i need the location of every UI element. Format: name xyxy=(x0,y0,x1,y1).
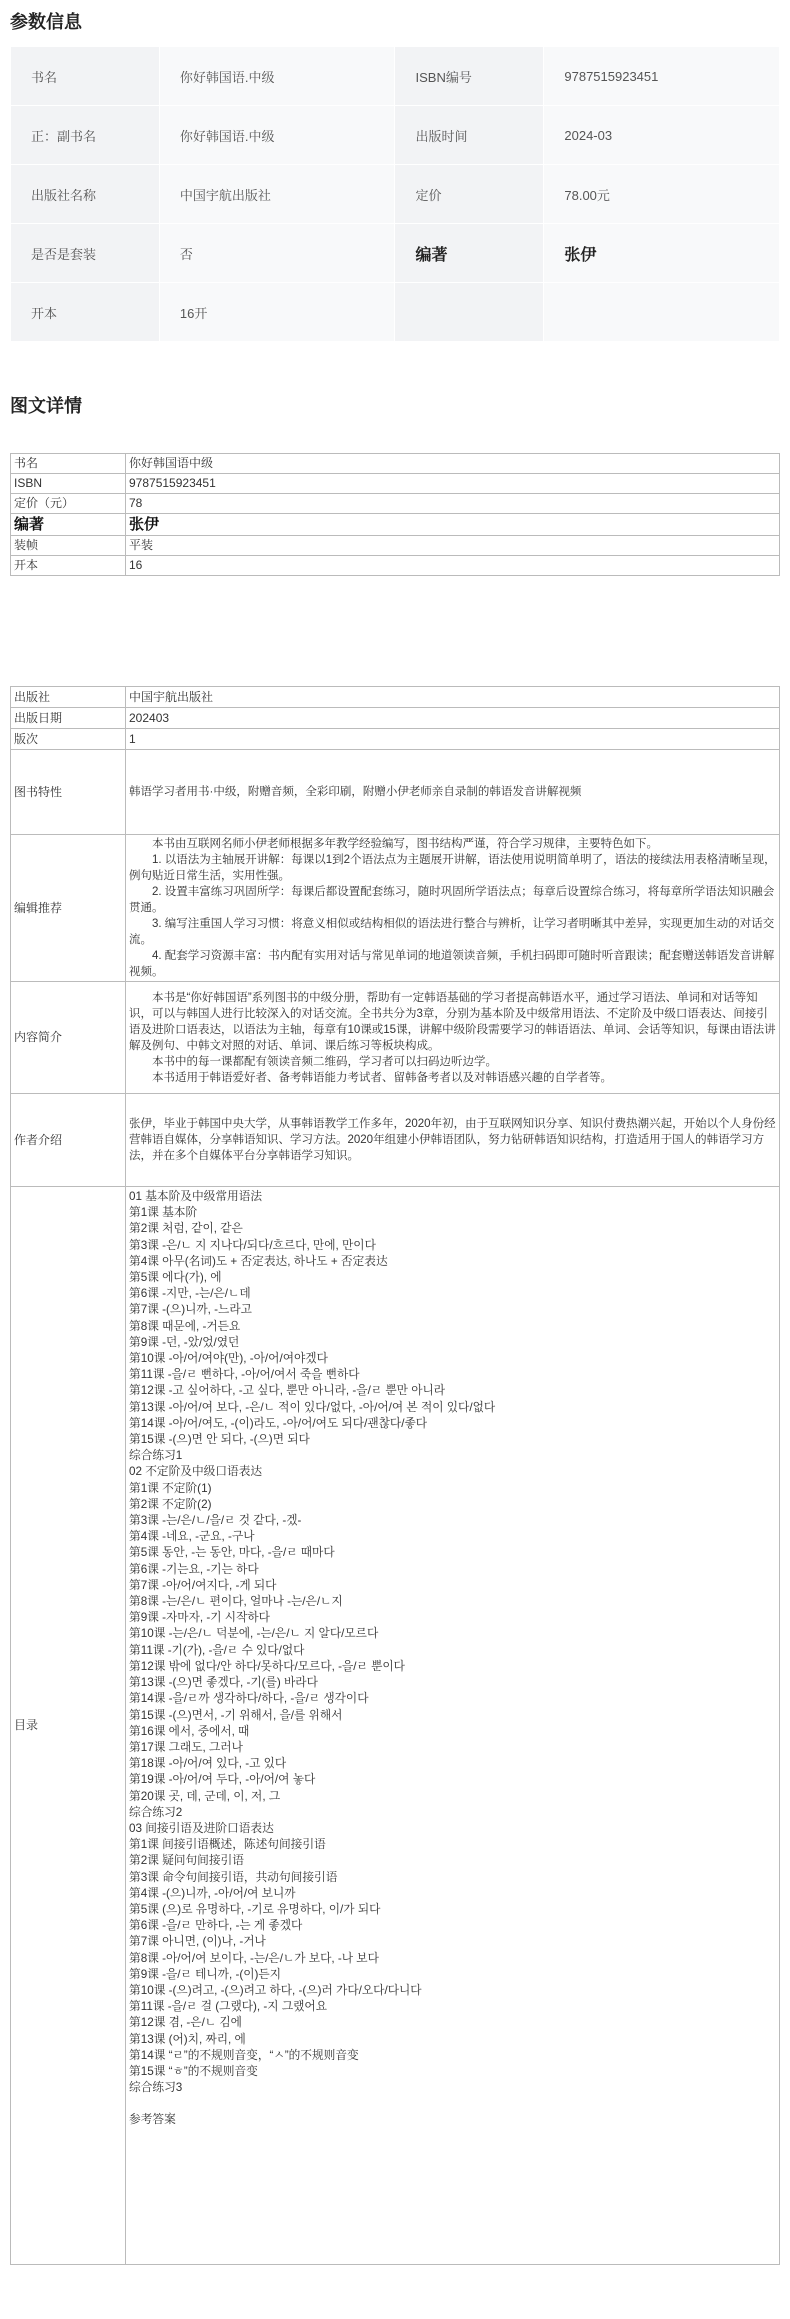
cell-label: 书名 xyxy=(11,454,126,474)
param-value: 张伊 xyxy=(544,224,780,283)
toc-item: 第14课 -아/어/여도, -(이)라도, -아/어/여도 되다/괜찮다/좋다 xyxy=(129,1416,428,1430)
param-value: 2024-03 xyxy=(544,106,780,165)
cell-value: 1 xyxy=(126,729,780,750)
toc-item: 第15课 “ㅎ”的不规则音变 xyxy=(129,2064,258,2078)
toc-item: 第14课 “ㄹ”的不规则音变，“ㅅ”的不规则音变 xyxy=(129,2048,359,2062)
toc-item: 第17课 그래도, 그러나 xyxy=(129,1740,243,1754)
paragraph: 本书由互联网名师小伊老师根据多年教学经验编写，图书结构严谨，符合学习规律，主要特色如下。 xyxy=(152,838,658,850)
toc-item: 第8课 -아/어/여 보이다, -는/은/ㄴ가 보다, -나 보다 xyxy=(129,1951,379,1965)
params-row xyxy=(11,165,780,224)
author-text: 张伊，毕业于韩国中央大学，从事韩语教学工作多年，2020年初，由于互联网知识分享、知识付费热潮兴起，开始以个人身份经营韩语自媒体，分享韩语知识、学习方法。2020年组建小伊韩语团队，努力钻研韩语知识结构，打造适用于国人的韩语学习方法，并在多个自媒体平台分享韩语学习知识。 xyxy=(126,1094,780,1187)
table-row xyxy=(11,687,780,708)
toc-item: 第12课 -고 싶어하다, -고 싶다, 뿐만 아니라, -을/ㄹ 뿐만 아니라 xyxy=(129,1384,446,1398)
param-label: 书名 xyxy=(11,47,160,106)
toc-item: 第11课 -기(가), -을/ㄹ 수 있다/없다 xyxy=(129,1643,305,1657)
toc-item: 第3课 -은/ㄴ 지 지나다/되다/흐르다, 만에, 만이다 xyxy=(129,1238,376,1252)
toc-item: 综合练习3 xyxy=(129,2081,183,2095)
toc-item: 第2课 처럼, 같이, 같은 xyxy=(129,1222,243,1236)
toc-item: 第7课 -(으)니까, -느라고 xyxy=(129,1303,252,1317)
cell-label: 开本 xyxy=(11,556,126,576)
paragraph: 2. 设置丰富练习巩固所学：每课后都设置配套练习，随时巩固所学语法点；每章后设置综合练习，将每章所学语法知识融会贯通。 xyxy=(129,886,775,914)
toc-item: 第7课 아니면, (이)나, -거나 xyxy=(129,1935,266,1949)
toc-item: 参考答案 xyxy=(129,2113,176,2127)
cell-label: 编辑推荐 xyxy=(11,835,126,982)
toc-item: 第11课 -을/ㄹ 뻔하다, -아/어/여서 죽을 뻔하다 xyxy=(129,1368,360,1382)
paragraph: 3. 编写注重国人学习习惯：将意义相似或结构相似的语法进行整合与辨析，让学习者明晰其中差异，实现更加生动的对话交流。 xyxy=(129,918,775,946)
toc-item: 第20课 곳, 데, 군데, 이, 저, 그 xyxy=(129,1789,281,1803)
params-row xyxy=(11,106,780,165)
toc-item: 第4课 -네요, -군요, -구나 xyxy=(129,1530,255,1544)
toc-item: 第3课 命令句间接引语，共动句间接引语 xyxy=(129,1870,338,1884)
toc-item: 第18课 -아/어/여 있다, -고 있다 xyxy=(129,1757,287,1771)
paragraph: 1. 以语法为主轴展开讲解：每课以1到2个语法点为主题展开讲解，语法使用说明简单明了，语法的接续法用表格清晰呈现，例句贴近日常生活，实用性强。 xyxy=(129,854,776,882)
toc-item: 第6课 -지만, -는/은/ㄴ데 xyxy=(129,1287,251,1301)
cell-value: 202403 xyxy=(126,708,780,729)
toc-item: 02 不定阶及中级口语表达 xyxy=(129,1465,263,1479)
paragraph: 本书是“你好韩国语”系列图书的中级分册，帮助有一定韩语基础的学习者提高韩语水平，通过学习语法、单词和对话等知识，可以与韩国人进行比较深入的对话交流。全书共分为3章，分别为基本阶及中级常用语法、不定阶及中级口语表达、间接引语及进阶口语表达，以语法为主轴，每章有10课或15课，讲解中级阶段需要学习的韩语语法、单词、会话等知识，每课由语法讲解及例句、中韩文对照的对话、单词、课后练习等板块构成。 xyxy=(129,991,776,1052)
toc-item: 第19课 -아/어/여 두다, -아/어/여 놓다 xyxy=(129,1773,316,1787)
toc-item: 第15课 -(으)면 안 되다, -(으)면 되다 xyxy=(129,1433,310,1447)
table-row xyxy=(11,536,780,556)
cell-label: 定价（元） xyxy=(11,494,126,514)
cell-label: 作者介绍 xyxy=(11,1094,126,1187)
details-title: 图文详情 xyxy=(10,396,82,416)
cell-label: 出版社 xyxy=(11,687,126,708)
toc-item: 第1课 基本阶 xyxy=(129,1206,198,1220)
params-row xyxy=(11,224,780,283)
toc-item xyxy=(129,2096,776,2112)
toc-item: 第16课 에서, 중에서, 때 xyxy=(129,1724,250,1738)
cell-value: 平装 xyxy=(126,536,780,556)
toc-item: 第10课 -(으)려고, -(으)려고 하다, -(으)러 가다/오다/다니다 xyxy=(129,1983,422,1997)
param-label: 定价 xyxy=(395,165,544,224)
cell-value: 16 xyxy=(126,556,780,576)
param-label: 出版时间 xyxy=(395,106,544,165)
table-row xyxy=(11,982,780,1094)
toc-item: 第13课 -아/어/여 보다, -은/ㄴ 적이 있다/없다, -아/어/여 본 적이 있다/없다 xyxy=(129,1400,496,1414)
toc-item: 第3课 -는/은/ㄴ/을/ㄹ 것 같다, -겠- xyxy=(129,1514,302,1528)
toc-item: 第8课 -는/은/ㄴ 편이다, 얼마나 -는/은/ㄴ지 xyxy=(129,1595,343,1609)
cell-label: 目录 xyxy=(11,1187,126,2265)
params-table xyxy=(10,46,780,342)
toc-item: 第5课 (으)로 유명하다, -기로 유명하다, 이/가 되다 xyxy=(129,1902,381,1916)
toc-item: 第10课 -아/어/여야(만), -아/어/여야겠다 xyxy=(129,1352,328,1366)
table-row xyxy=(11,708,780,729)
toc-item: 第2课 疑问句间接引语 xyxy=(129,1854,244,1868)
details-table-1 xyxy=(10,453,780,576)
params-row xyxy=(11,47,780,106)
table-row xyxy=(11,454,780,474)
param-label: 出版社名称 xyxy=(11,165,160,224)
toc-item: 综合练习2 xyxy=(129,1805,183,1819)
cell-label: 内容简介 xyxy=(11,982,126,1094)
toc-item: 第5课 동안, -는 동안, 마다, -을/ㄹ 때마다 xyxy=(129,1546,335,1560)
table-row xyxy=(11,514,780,536)
toc-item: 第6课 -을/ㄹ 만하다, -는 게 좋겠다 xyxy=(129,1919,303,1933)
params-row xyxy=(11,283,780,342)
param-value: 16开 xyxy=(159,283,395,342)
param-label: 正：副书名 xyxy=(11,106,160,165)
toc-item: 第11课 -을/ㄹ 걸 (그랬다), -지 그랬어요 xyxy=(129,2000,327,2014)
toc-item: 第4课 아무(名词)도 + 否定表达, 하나도 + 否定表达 xyxy=(129,1254,388,1268)
toc-item: 03 间接引语及进阶口语表达 xyxy=(129,1821,274,1835)
cell-label: 装帧 xyxy=(11,536,126,556)
param-label xyxy=(395,283,544,342)
toc-item: 第13课 (어)치, 짜리, 에 xyxy=(129,2032,246,2046)
toc-item: 第5课 에다(가), 에 xyxy=(129,1271,222,1285)
cell-value: 78 xyxy=(126,494,780,514)
param-value: 你好韩国语.中级 xyxy=(159,47,395,106)
cell-value: 中国宇航出版社 xyxy=(126,687,780,708)
toc-item: 第13课 -(으)면 좋겠다, -기(를) 바라다 xyxy=(129,1676,318,1690)
toc-item: 第2课 不定阶(2) xyxy=(129,1497,212,1511)
toc-item: 第12课 겸, -은/ㄴ 김에 xyxy=(129,2016,242,2030)
details-table-2 xyxy=(10,686,780,2265)
toc-item: 01 基本阶及中级常用语法 xyxy=(129,1190,263,1203)
toc-item: 第9课 -을/ㄹ 테니까, -(이)든지 xyxy=(129,1967,282,1981)
toc-item: 第6课 -기는요, -기는 하다 xyxy=(129,1562,259,1576)
cell-value: 张伊 xyxy=(126,514,780,536)
param-value: 78.00元 xyxy=(544,165,780,224)
param-value: 9787515923451 xyxy=(544,47,780,106)
param-label: 是否是套装 xyxy=(11,224,160,283)
paragraph: 本书中的每一课都配有领读音频二维码，学习者可以扫码边听边学。 xyxy=(152,1055,497,1068)
toc-item: 第8课 때문에, -거든요 xyxy=(129,1319,241,1333)
param-value: 中国宇航出版社 xyxy=(159,165,395,224)
toc-item: 第14课 -을/ㄹ까 생각하다/하다, -을/ㄹ 생각이다 xyxy=(129,1692,369,1706)
table-row xyxy=(11,474,780,494)
param-value xyxy=(544,283,780,342)
table-row xyxy=(11,1187,780,2265)
param-label: 开本 xyxy=(11,283,160,342)
paragraph: 本书适用于韩语爱好者、备考韩语能力考试者、留韩备考者以及对韩语感兴趣的自学者等。 xyxy=(152,1071,612,1084)
param-value: 你好韩国语.中级 xyxy=(159,106,395,165)
toc-list xyxy=(126,1187,780,2265)
table-row xyxy=(11,729,780,750)
cell-label: ISBN xyxy=(11,474,126,494)
param-label: 编著 xyxy=(395,224,544,283)
table-row xyxy=(11,1094,780,1187)
intro-text xyxy=(126,982,780,1094)
toc-item: 第12课 밖에 없다/안 하다/못하다/모르다, -을/ㄹ 뿐이다 xyxy=(129,1659,405,1673)
table-row xyxy=(11,494,780,514)
cell-label: 出版日期 xyxy=(11,708,126,729)
toc-item: 第1课 间接引语概述，陈述句间接引语 xyxy=(129,1838,326,1852)
toc-item: 第7课 -아/어/여지다, -게 되다 xyxy=(129,1578,277,1592)
toc-item: 第1课 不定阶(1) xyxy=(129,1481,212,1495)
editor-text xyxy=(126,835,780,982)
table-row xyxy=(11,750,780,835)
cell-label: 编著 xyxy=(11,514,126,536)
table-row xyxy=(11,835,780,982)
cell-value: 9787515923451 xyxy=(126,474,780,494)
toc-item: 第9课 -자마자, -기 시작하다 xyxy=(129,1611,270,1625)
param-value: 否 xyxy=(159,224,395,283)
param-label: ISBN编号 xyxy=(395,47,544,106)
toc-item: 第4课 -(으)니까, -아/어/여 보니까 xyxy=(129,1886,296,1900)
toc-item: 综合练习1 xyxy=(129,1449,183,1463)
toc-item: 第15课 -(으)면서, -기 위해서, 을/를 위해서 xyxy=(129,1708,343,1722)
toc-item: 第10课 -는/은/ㄴ 덕분에, -는/은/ㄴ 지 알다/모르다 xyxy=(129,1627,379,1641)
paragraph: 4. 配套学习资源丰富：书内配有实用对话与常见单词的地道领读音频，手机扫码即可随时听音跟读；配套赠送韩语发音讲解视频。 xyxy=(129,950,775,978)
toc-item: 第9课 -던, -았/었/였던 xyxy=(129,1335,240,1349)
cell-label: 版次 xyxy=(11,729,126,750)
table-row xyxy=(11,556,780,576)
params-title: 参数信息 xyxy=(10,12,82,32)
features-text: 韩语学习者用书·中级，附赠音频，全彩印刷，附赠小伊老师亲自录制的韩语发音讲解视频 xyxy=(126,750,780,835)
cell-label: 图书特性 xyxy=(11,750,126,835)
cell-value: 你好韩国语中级 xyxy=(126,454,780,474)
